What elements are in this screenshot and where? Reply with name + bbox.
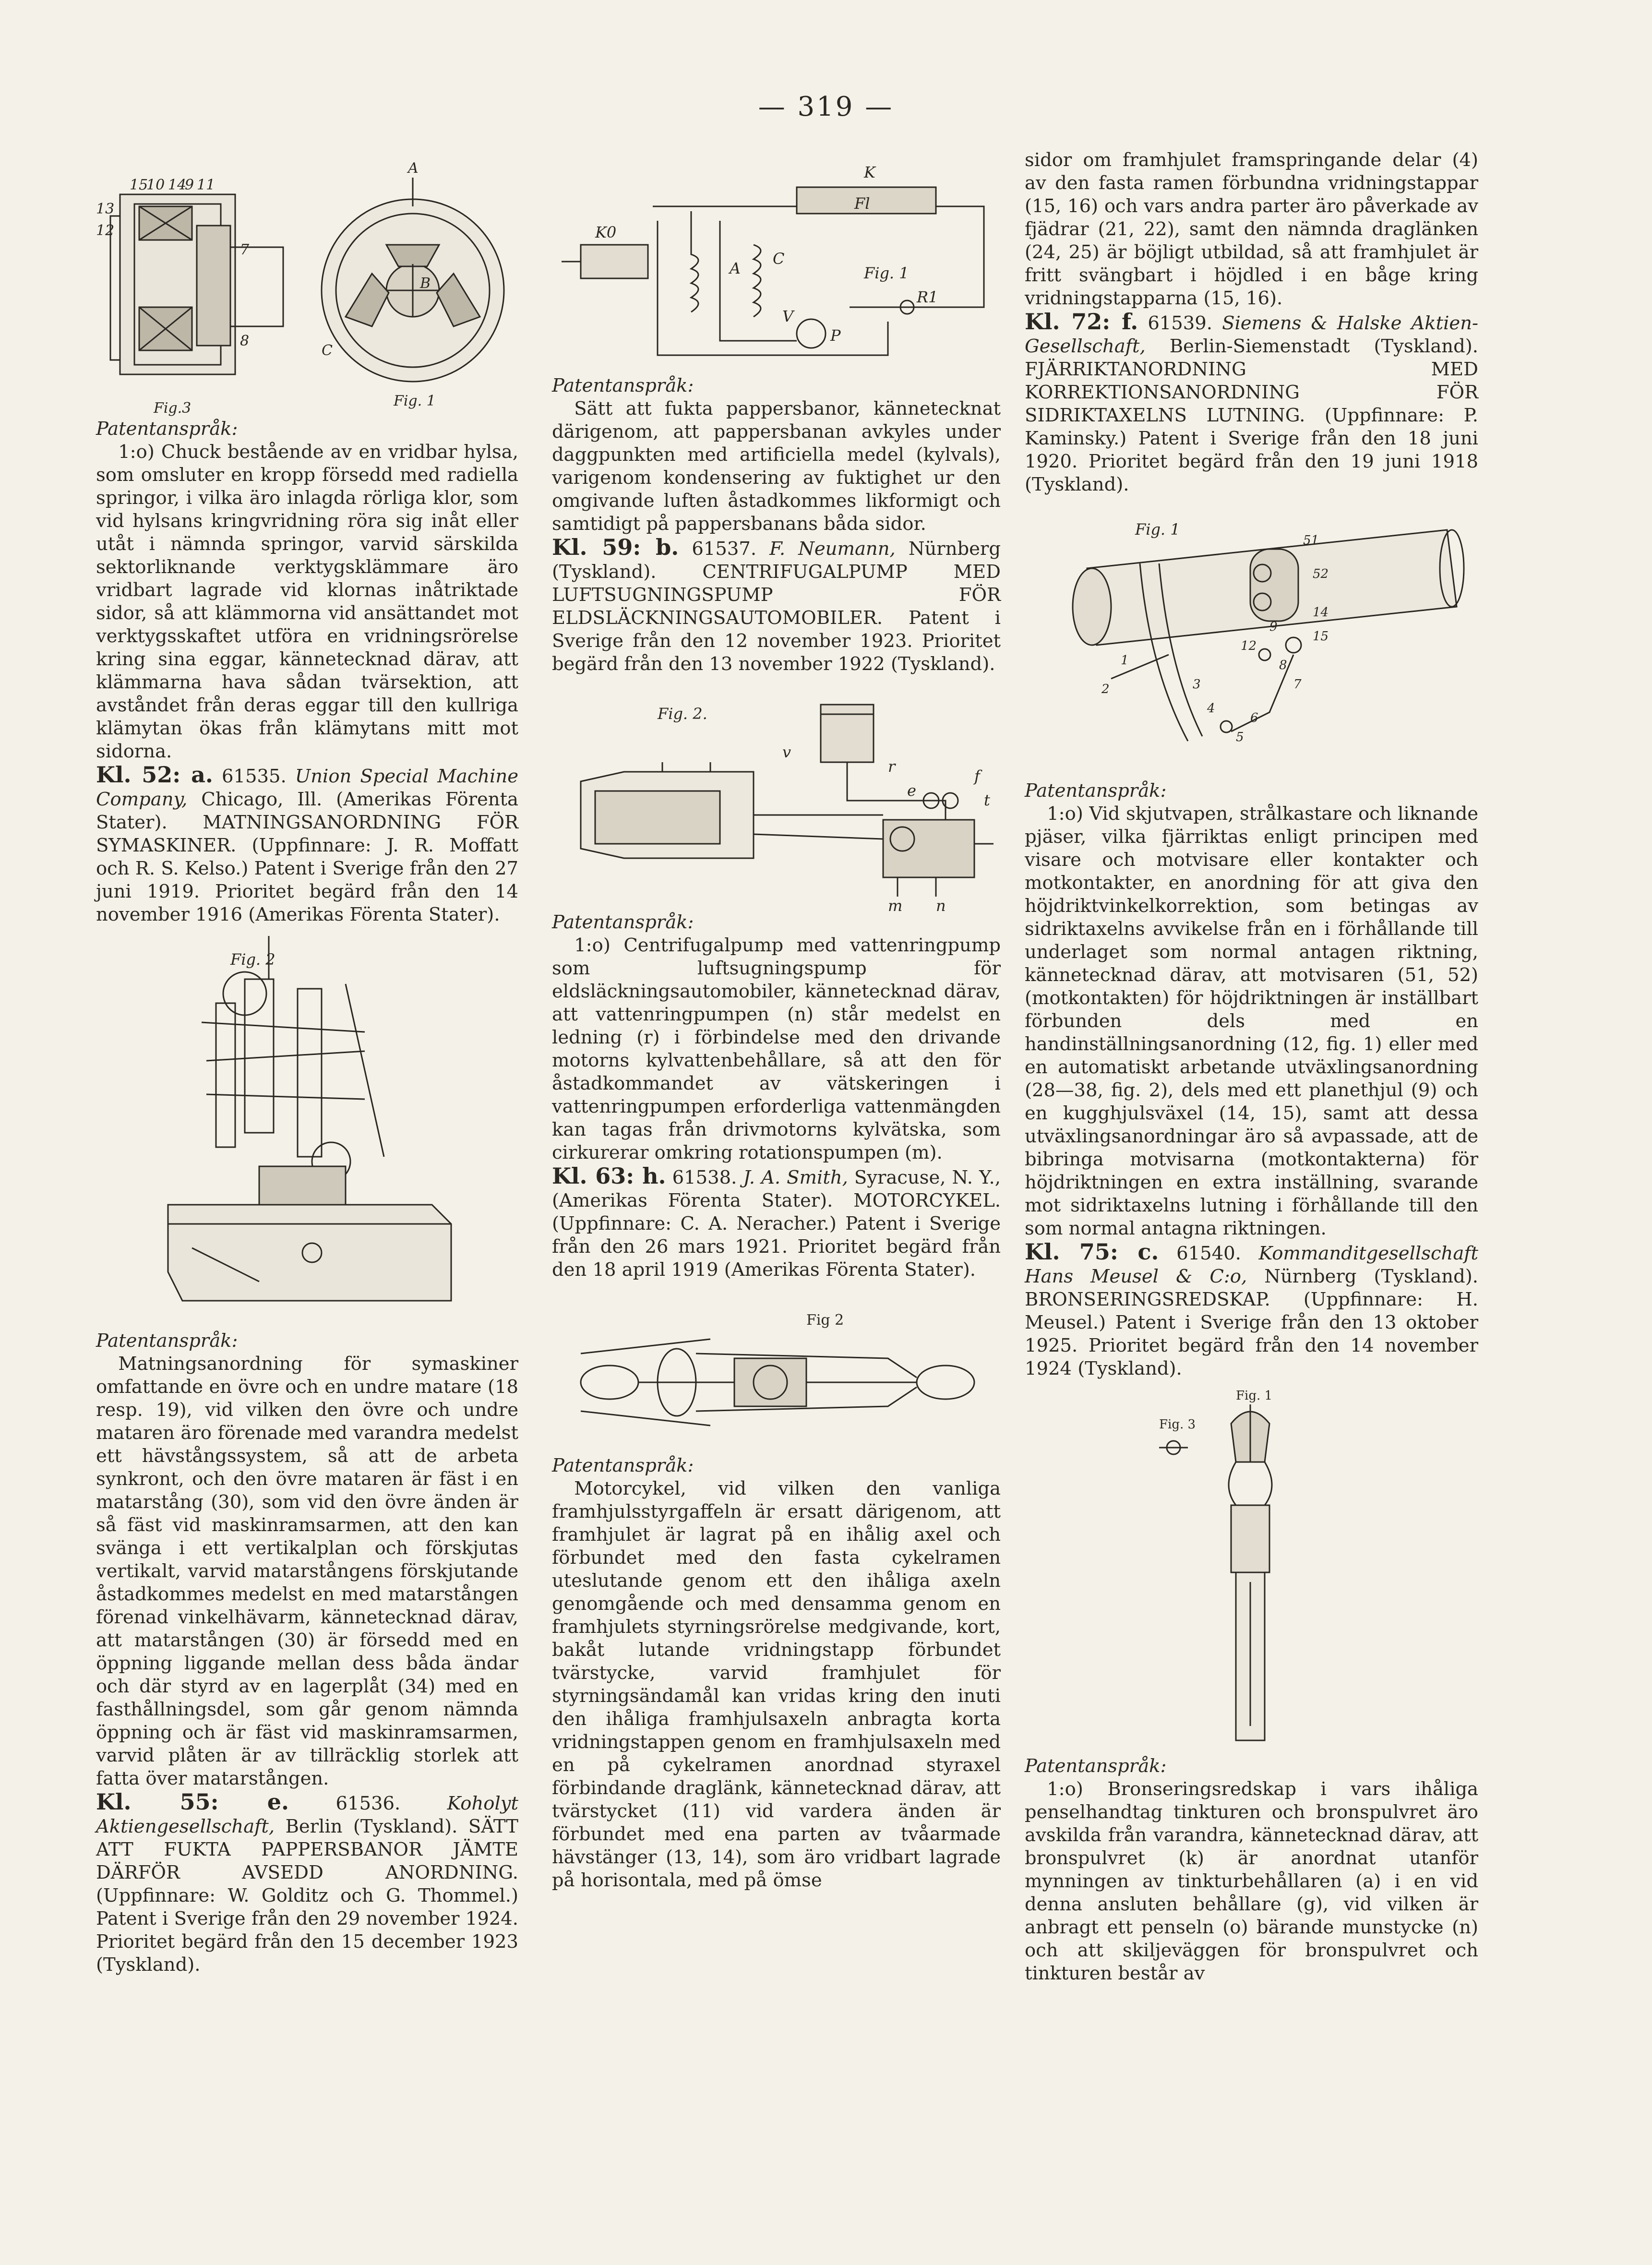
gun-label-5: 5 <box>1236 730 1244 744</box>
continuation-text: sidor om framhjulet framspringande delar (4) av den fasta ramen förbundna vridningstappar (15, 16) och vars andra parter äro påverkade av fjädrar (21, 22), samt den nämnda draglänken (24, 25) är böjligt utbildad, så att framhjulet är fritt svängbart i höjdled i en båge kring vridningstapparna (15, 16). <box>1025 149 1478 309</box>
claim-text-moto: Motorcykel, vid vilken den vanliga framhjulsstyrgaffeln är ersatt därigenom, att framhjulet är lagrat på en ihålig axel och förbundet med den fasta cykelramen uteslutande genom ett den ihåliga axeln genomgående och med densamma genom en framhjulets styrningsrörelse medgivande, kort, bakåt lutande vridningstapp förbundet tvärstycke, varvid framhjulet för styrningsändamål kan vridas kring den inuti den ihåliga framhjulsaxeln anbragta korta vridningstappen genom en framhjulsaxeln med en på cykelramen anordnad styraxel förbindande draglänk, kännetecknad därav, att tvärstycket (11) vid vardera änden är förbundet med ena parten av tvåarmade hävstänger (13, 14), som äro vridbart lagrade på horisontala, med på ömse <box>552 1478 1001 1891</box>
pump-label-n: n <box>936 897 946 911</box>
figure-pump <box>552 685 1001 911</box>
entry-text: Berlin-Siemenstadt (Tyskland). FJÄRRIKTANORDNING MED KORREKTIONSANORDNING FÖR SIDRIKTAXELNS LUTNING. (Uppfinnare: P. Kaminsky.) Patent i Sverige från den 18 juni 1920. Prioritet begärd från den 19 juni 1918 (Tyskland). <box>1025 336 1478 495</box>
figure-sewing-machine <box>96 936 518 1330</box>
entry-kl72 <box>1025 310 1478 496</box>
chuck-label-14: 14 <box>168 177 187 193</box>
page-number: — 319 — <box>758 91 894 122</box>
column-3 <box>1025 149 1478 1985</box>
entry-kl75 <box>1025 1240 1478 1380</box>
kl-number: Kl. 72: f. <box>1025 309 1138 335</box>
gun-label-8: 8 <box>1279 658 1287 672</box>
chuck-label-11: 11 <box>197 177 215 193</box>
paper-label-v: V <box>782 307 794 325</box>
pump-label-e: e <box>907 781 916 800</box>
chuck-label-9: 9 <box>185 177 194 193</box>
entry-kl55 <box>96 1790 518 1977</box>
claim-heading-moto: Patentanspråk: <box>552 1455 694 1476</box>
gun-label-14: 14 <box>1313 605 1329 620</box>
chuck-drawing <box>96 144 518 418</box>
fig3-label: Fig.3 <box>154 400 192 417</box>
entry-text: Chicago, Ill. (Amerikas Förenta Stater). MATNINGSANORDNING FÖR SYMASKINER. (Uppfinnare: J. R. Moffatt och R. S. Kelso.) Patent i Sverige från den 27 juni 1919. Prioritet begärd från den 14 november 1916 (Amerikas Förenta Stater). <box>96 789 518 925</box>
claim-heading-gun: Patentanspråk: <box>1025 780 1167 802</box>
claim-heading-chuck: Patentanspråk: <box>96 418 238 440</box>
claim-heading-brush: Patentanspråk: <box>1025 1755 1167 1777</box>
sewing-drawing <box>96 936 518 1330</box>
kl-number: Kl. 75: c. <box>1025 1239 1159 1265</box>
paper-label-k0: K0 <box>595 223 617 241</box>
brush-fig1-label: Fig. 1 <box>1236 1390 1273 1403</box>
chuck-label-7: 7 <box>240 241 250 258</box>
brush-drawing <box>1025 1390 1478 1755</box>
patent-number: 61539. <box>1148 312 1213 334</box>
motorcycle-drawing <box>552 1291 1001 1454</box>
entry-text: Syracuse, N. Y., (Amerikas Förenta Stater). MOTORCYKEL. (Uppfinnare: C. A. Neracher.) Patent i Sverige från den 26 mars 1921. Prioritet begärd från den 18 april 1919 (Amerikas Förenta Stater). <box>552 1167 1001 1281</box>
moto-fig-label: Fig 2 <box>806 1312 844 1329</box>
paper-label-k: K <box>864 163 875 181</box>
paper-label-c: C <box>773 250 785 268</box>
kl-number: Kl. 59: b. <box>552 534 679 560</box>
gun-label-3: 3 <box>1193 677 1201 692</box>
pump-fig-label: Fig. 2. <box>658 705 707 723</box>
gun-label-12: 12 <box>1241 639 1257 653</box>
pump-label-m: m <box>888 897 903 911</box>
chuck-label-c: C <box>322 342 333 359</box>
paper-label-p: P <box>830 326 841 345</box>
pump-label-r: r <box>888 757 896 776</box>
gun-fig-label: Fig. 1 <box>1135 520 1180 539</box>
paper-label-a: A <box>730 259 741 277</box>
chuck-label-b: B <box>420 275 431 292</box>
chuck-label-13: 13 <box>96 201 115 217</box>
entry-text: Nürnberg (Tyskland). CENTRIFUGALPUMP MED LUFTSUGNINGSPUMP FÖR ELDSLÄCKNINGSAUTOMOBILER. Patent i Sverige från den 12 november 1923. Prioritet begärd från den 13 november 1922 (Tyskland). <box>552 538 1001 675</box>
gun-label-6: 6 <box>1250 711 1258 725</box>
pump-label-f: f <box>974 767 980 785</box>
claim-text-paper: Sätt att fukta pappersbanor, kännetecknat därigenom, att pappersbanan avkyles under daggpunkten med artificiella medel (kylvals), varigenom kondensering av fuktighet ur den omgivande luften åstadkommes likformigt och samtidigt på pappersbanans båda sidor. <box>552 398 1001 535</box>
pump-label-t: t <box>984 791 990 809</box>
company-name: J. A. Smith, <box>743 1167 848 1188</box>
claim-text-brush: 1:o) Bronseringsredskap i vars ihåliga penselhandtag tinkturen och bronspulvret äro avskilda från varandra, kännetecknad därav, att bronspulvret (k) är anordnat utanför mynningen av tinkturbehållaren (a) i en vid denna ansluten behållare (g), vid vilken är anbragt ett penseln (o) bärande munstycke (n) och att skiljeväggen för bronspulvret och tinkturen består av <box>1025 1778 1478 1984</box>
gun-label-9: 9 <box>1269 620 1278 634</box>
company-name: Siemens & Halske Aktien-Gesellschaft, <box>1025 312 1478 357</box>
patent-number: 61540. <box>1176 1243 1241 1264</box>
chuck-label-a: A <box>408 160 419 177</box>
entry-text: Berlin (Tyskland). SÄTT ATT FUKTA PAPPERSBANOR JÄMTE DÄRFÖR AVSEDD ANORDNING. (Uppfinnare: W. Golditz och G. Thommel.) Patent i Sverige från den 29 november 1924. Prioritet begärd från den 15 december 1923 (Tyskland). <box>96 1816 518 1976</box>
brush-fig3-label: Fig. 3 <box>1159 1417 1196 1432</box>
company-name: F. Neumann, <box>769 538 896 560</box>
sewing-fig-label: Fig. 2 <box>230 950 275 969</box>
chuck-label-8: 8 <box>240 333 250 349</box>
paper-label-r1: R1 <box>917 288 938 306</box>
paper-drawing <box>552 149 1001 374</box>
chuck-label-12: 12 <box>96 222 115 239</box>
entry-kl52 <box>96 763 518 926</box>
column-2 <box>552 149 1001 1892</box>
patent-number: 61535. <box>222 766 287 787</box>
chuck-label-15: 15 <box>130 177 148 193</box>
column-1 <box>96 144 518 1977</box>
kl-number: Kl. 52: a. <box>96 762 213 788</box>
paper-label-fl: Fl <box>854 194 870 213</box>
claim-text-pump: 1:o) Centrifugalpump med vattenringpump som luftsugningspump för eldsläckningsautomobiler, kännetecknad därav, att vattenringpumpen (n) står medelst en ledning (r) i förbindelse med den drivande motorns kylvattenbehållare, så att den för åstadkommandet av vätskeringen i vattenringpumpen erforderliga vattenmängden kan tagas från drivmotorns kylvätska, som cirkurerar omkring rotationspumpen (m). <box>552 935 1001 1163</box>
fig1-label: Fig. 1 <box>394 393 436 409</box>
gun-label-7: 7 <box>1293 677 1302 692</box>
paper-fig-label: Fig. 1 <box>864 264 909 282</box>
figure-paper-moistening <box>552 149 1001 374</box>
entry-kl63 <box>552 1164 1001 1282</box>
entry-text: Nürnberg (Tyskland). BRONSERINGSREDSKAP. (Uppfinnare: H. Meusel.) Patent i Sverige från den 13 oktober 1925. Prioritet begärd från den 14 november 1924 (Tyskland). <box>1025 1266 1478 1379</box>
company-name: Koholyt Aktiengesellschaft, <box>96 1793 518 1837</box>
figure-gun-sight <box>1025 511 1478 779</box>
gun-label-1: 1 <box>1121 653 1129 668</box>
gun-drawing <box>1025 511 1478 779</box>
gun-label-15: 15 <box>1313 629 1329 644</box>
kl-number: Kl. 63: h. <box>552 1163 666 1189</box>
figure-chuck <box>96 144 518 418</box>
patent-number: 61538. <box>672 1167 737 1188</box>
claim-heading-pump: Patentanspråk: <box>552 911 694 933</box>
gun-label-52: 52 <box>1313 567 1329 581</box>
figure-bronzing-tool <box>1025 1390 1478 1755</box>
gun-label-2: 2 <box>1101 682 1110 696</box>
claim-heading-sewing: Patentanspråk: <box>96 1330 238 1352</box>
company-name: Union Special Machine Company, <box>96 766 518 810</box>
patent-number: 61537. <box>692 538 757 560</box>
kl-number: Kl. 55: e. <box>96 1789 289 1815</box>
company-name: Kommanditgesellschaft Hans Meusel & C:o, <box>1025 1243 1478 1287</box>
claim-text-chuck: 1:o) Chuck bestående av en vridbar hylsa, som omsluter en kropp försedd med radiella springor, i vilka äro inlagda rörliga klor, som vid hylsans kringvridning röra sig inåt eller utåt i nämnda springor, varvid särskilda sektorliknande verktygsklämmare äro vridbart lagrade vid klornas inåtriktade sidor, så att klämmorna vid ansättandet mot verktygsskaftet utföra en vridningsrörelse kring sina eggar, kännetecknad därav, att klämmarna hava sådan tvärsektion, att avståndet från deras eggar till den kullriga klämytan ökas från klämytans mitt mot sidorna. <box>96 441 518 762</box>
pump-label-v: v <box>782 743 791 761</box>
entry-kl59 <box>552 536 1001 676</box>
figure-motorcycle <box>552 1291 1001 1454</box>
gun-label-4: 4 <box>1207 701 1215 716</box>
claim-heading-paper: Patentanspråk: <box>552 375 694 396</box>
chuck-label-10: 10 <box>146 177 165 193</box>
pump-drawing <box>552 685 1001 911</box>
claim-text-sewing: Matningsanordning för symaskiner omfattande en övre och en undre matare (18 resp. 19), vid vilken den övre och undre mataren äro förenade med varandra medelst ett hävstångssystem, så att de arbeta synkront, och den övre mataren är fäst i en matarstång (30), som vid den övre änden är så fäst vid maskinramsarmen, att den kan svänga i ett vertikalplan och förskjutas vertikalt, varvid matarstångens förskjutande åstadkommes medelst en med matarstången förenad vinkelhävarm, kännetecknad därav, att matarstången (30) är försedd med en öppning liggande mellan dess båda ändar och där styrd av en lagerplåt (34) med en fasthållningsdel, som går genom nämnda öppning och är fäst vid maskinramsarmen, varvid plåten är av tillräcklig storlek att fatta över matarstången. <box>96 1353 518 1789</box>
patent-number: 61536. <box>335 1793 401 1814</box>
gun-label-51: 51 <box>1303 533 1319 548</box>
claim-text-gun: 1:o) Vid skjutvapen, strålkastare och liknande pjäser, vilka fjärriktas enligt principen med visare och motvisare eller kontakter och motkontakter, en anordning för att giva den höjdriktvinkelkorrektion, som betingas av sidriktaxelns avvikelse från en i förhållande till underlaget som normal antagen riktning, kännetecknad därav, att motvisaren (51, 52) (motkontakten) för höjdriktningen är inställbart förbunden dels med en handinställningsanordning (12, fig. 1) eller med en automatiskt arbetande utväxlingsanordning (28—38, fig. 2), dels med ett planethjul (9) och en kugghjulsväxel (14, 15), samt att dessa utväxlingsanordningar äro så avpassade, att de bibringa motvisarna (motkontakterna) för höjdriktningen en extra inställning, svarande mot sidriktaxelns lutning i förhållande till den som normal antagna riktningen. <box>1025 803 1478 1239</box>
